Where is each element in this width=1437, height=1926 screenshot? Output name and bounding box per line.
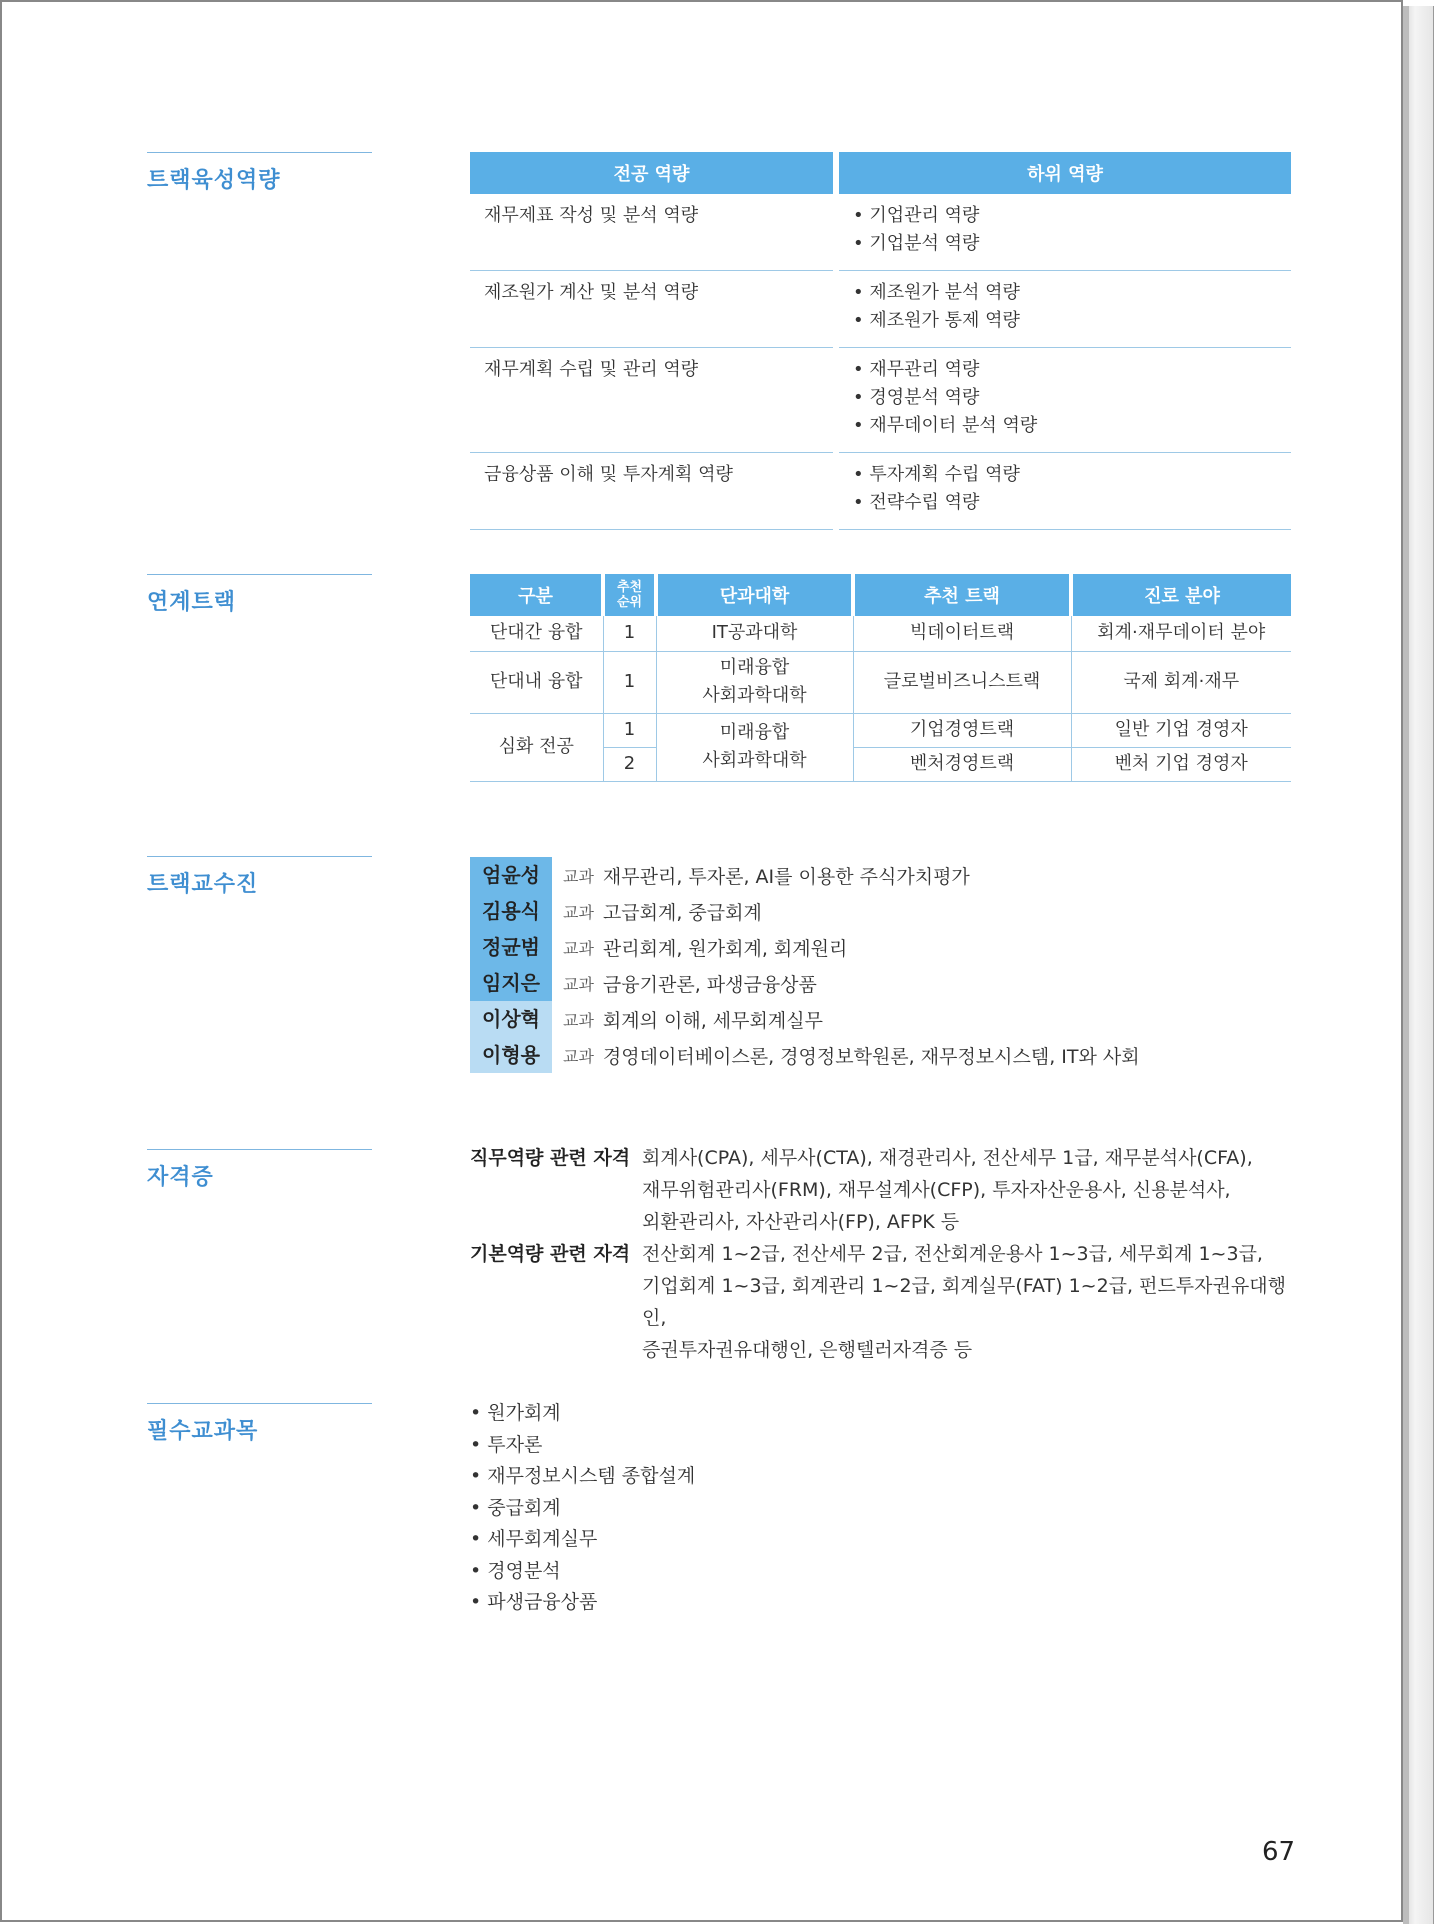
sub-competency-list <box>836 194 1291 271</box>
faculty-tag: 교과 <box>563 902 594 922</box>
certificate-group <box>470 1238 1310 1366</box>
major-competency: 재무제표 작성 및 분석 역량 <box>470 194 836 271</box>
sub-competency-list <box>836 348 1291 453</box>
faculty-name: 엄윤성 <box>470 857 552 893</box>
certificate-line: 외환관리사, 자산관리사(FP), AFPK 등 <box>642 1211 960 1233</box>
cell-career: 일반 기업 경영자 <box>1071 713 1291 747</box>
linked-header-college: 단과대학 <box>656 574 853 616</box>
competency-table <box>470 152 1291 530</box>
table-row <box>470 453 1291 530</box>
cell-college <box>656 651 853 713</box>
page-number: 67 <box>1262 1837 1296 1867</box>
cell-career: 회계·재무데이터 분야 <box>1071 616 1291 651</box>
sub-competency: • 재무관리 역량 <box>853 359 980 380</box>
linked-header-rank-line: 추천 <box>616 580 643 595</box>
section-title-competency: 트랙육성역량 <box>147 152 372 194</box>
list-item: • 경영분석 <box>470 1556 695 1588</box>
cell-career: 벤처 기업 경영자 <box>1071 747 1291 781</box>
faculty-list <box>470 857 1140 1073</box>
section-title-faculty: 트랙교수진 <box>147 856 372 898</box>
certificate-line: 기업회계 1~3급, 회계관리 1~2급, 회계실무(FAT) 1~2급, 펀드투자권유대행인, <box>642 1275 1286 1329</box>
major-competency: 재무계획 수립 및 관리 역량 <box>470 348 836 453</box>
cell-rank: 1 <box>603 651 656 713</box>
list-item: • 중급회계 <box>470 1493 695 1525</box>
certificate-text <box>642 1238 1310 1366</box>
faculty-courses: 관리회계, 원가회계, 회계원리 <box>602 937 848 960</box>
list-item: • 투자론 <box>470 1430 695 1462</box>
section-title-certificates: 자격증 <box>147 1149 372 1191</box>
sub-competency: • 전략수립 역량 <box>853 492 980 513</box>
faculty-name: 이형용 <box>470 1037 552 1073</box>
linked-track-table <box>470 574 1291 782</box>
certificate-text <box>642 1142 1310 1238</box>
faculty-name: 임지은 <box>470 965 552 1001</box>
cell-track: 벤처경영트랙 <box>853 747 1071 781</box>
faculty-name: 이상혁 <box>470 1001 552 1037</box>
major-competency: 금융상품 이해 및 투자계획 역량 <box>470 453 836 530</box>
sub-competency: • 재무데이터 분석 역량 <box>853 415 1038 436</box>
sub-competency-list <box>836 453 1291 530</box>
sub-competency: • 경영분석 역량 <box>853 387 980 408</box>
cell-track: 빅데이터트랙 <box>853 616 1071 651</box>
list-item: • 파생금융상품 <box>470 1587 695 1619</box>
faculty-row <box>470 929 1140 965</box>
page-edge <box>1403 6 1434 1924</box>
table-row <box>470 713 1291 747</box>
faculty-row <box>470 965 1140 1001</box>
college-line: 미래융합 <box>719 657 790 678</box>
college-line: 사회과학대학 <box>702 750 807 771</box>
sub-competency: • 제조원가 분석 역량 <box>853 282 1020 303</box>
certificate-label: 직무역량 관련 자격 <box>470 1147 631 1169</box>
faculty-courses: 고급회계, 중급회계 <box>602 901 762 924</box>
certificate-list <box>470 1142 1310 1366</box>
linked-header-track: 추천 트랙 <box>853 574 1071 616</box>
cell-rank: 1 <box>603 616 656 651</box>
competency-header-major: 전공 역량 <box>470 152 836 194</box>
list-item: • 세무회계실무 <box>470 1524 695 1556</box>
sub-competency-list <box>836 271 1291 348</box>
list-item: • 원가회계 <box>470 1398 695 1430</box>
cell-career: 국제 회계·재무 <box>1071 651 1291 713</box>
required-course-list <box>470 1398 695 1619</box>
faculty-name: 정균범 <box>470 929 552 965</box>
cell-track: 기업경영트랙 <box>853 713 1071 747</box>
faculty-courses: 금융기관론, 파생금융상품 <box>602 973 817 996</box>
certificate-line: 증권투자권유대행인, 은행텔러자격증 등 <box>642 1339 973 1361</box>
faculty-tag: 교과 <box>563 974 594 994</box>
linked-header-career: 진로 분야 <box>1071 574 1291 616</box>
cell-college <box>656 713 853 781</box>
sub-competency: • 기업관리 역량 <box>853 205 980 226</box>
linked-header-type: 구분 <box>470 574 603 616</box>
cell-rank: 1 <box>603 713 656 747</box>
faculty-tag: 교과 <box>563 866 594 886</box>
table-row <box>470 271 1291 348</box>
table-row <box>470 348 1291 453</box>
sub-competency: • 기업분석 역량 <box>853 233 980 254</box>
faculty-row <box>470 1001 1140 1037</box>
linked-header-rank-line: 순위 <box>616 595 643 610</box>
linked-header-rank <box>603 574 656 616</box>
faculty-tag: 교과 <box>563 938 594 958</box>
faculty-row <box>470 857 1140 893</box>
faculty-courses: 회계의 이해, 세무회계실무 <box>602 1009 823 1032</box>
cell-rank: 2 <box>603 747 656 781</box>
faculty-name: 김용식 <box>470 893 552 929</box>
faculty-row <box>470 893 1140 929</box>
faculty-tag: 교과 <box>563 1046 594 1066</box>
faculty-row <box>470 1037 1140 1073</box>
table-row <box>470 616 1291 651</box>
certificate-line: 회계사(CPA), 세무사(CTA), 재경관리사, 전산세무 1급, 재무분석사(CFA), <box>642 1147 1253 1169</box>
cell-type: 심화 전공 <box>470 713 603 781</box>
table-row <box>470 651 1291 713</box>
certificate-label: 기본역량 관련 자격 <box>470 1243 631 1265</box>
certificate-group <box>470 1142 1310 1238</box>
faculty-courses: 재무관리, 투자론, AI를 이용한 주식가치평가 <box>602 865 970 888</box>
faculty-tag: 교과 <box>563 1010 594 1030</box>
competency-header-sub: 하위 역량 <box>836 152 1291 194</box>
certificate-line: 전산회계 1~2급, 전산세무 2급, 전산회계운용사 1~3급, 세무회계 1~3급, <box>642 1243 1263 1265</box>
sub-competency: • 제조원가 통제 역량 <box>853 310 1020 331</box>
faculty-courses: 경영데이터베이스론, 경영정보학원론, 재무정보시스템, IT와 사회 <box>602 1045 1140 1068</box>
college-line: 사회과학대학 <box>702 685 807 706</box>
section-title-linked: 연계트랙 <box>147 574 372 616</box>
table-row <box>470 194 1291 271</box>
cell-type: 단대간 융합 <box>470 616 603 651</box>
section-title-required: 필수교과목 <box>147 1403 372 1445</box>
list-item: • 재무정보시스템 종합설계 <box>470 1461 695 1493</box>
college-line: 미래융합 <box>719 722 790 743</box>
sub-competency: • 투자계획 수립 역량 <box>853 464 1020 485</box>
major-competency: 제조원가 계산 및 분석 역량 <box>470 271 836 348</box>
cell-type: 단대내 융합 <box>470 651 603 713</box>
certificate-line: 재무위험관리사(FRM), 재무설계사(CFP), 투자자산운용사, 신용분석사, <box>642 1179 1231 1201</box>
cell-track: 글로벌비즈니스트랙 <box>853 651 1071 713</box>
cell-college: IT공과대학 <box>656 616 853 651</box>
